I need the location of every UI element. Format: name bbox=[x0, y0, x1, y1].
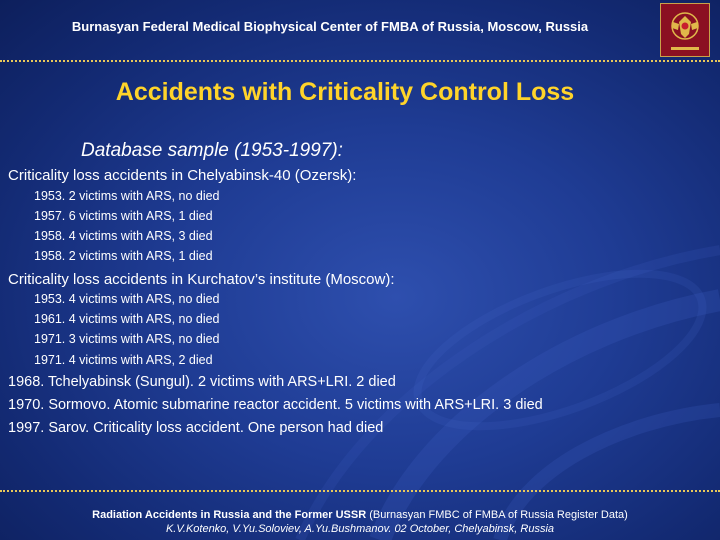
accident-line: 1968. Tchelyabinsk (Sungul). 2 victims with ARS+LRI. 2 died bbox=[8, 374, 396, 390]
accident-line: 1970. Sormovo. Atomic submarine reactor accident. 5 victims with ARS+LRI. 3 died bbox=[8, 397, 543, 413]
list-item: 1953. 2 victims with ARS, no died bbox=[34, 189, 220, 203]
header bbox=[0, 0, 720, 58]
list-item: 1971. 4 victims with ARS, 2 died bbox=[34, 353, 213, 367]
footer-source-note: (Burnasyan FMBC of FMBA of Russia Register Data) bbox=[366, 509, 628, 521]
top-divider bbox=[0, 60, 720, 62]
section-heading-kurchatov: Criticality loss accidents in Kurchatov’s institute (Moscow): bbox=[8, 271, 395, 288]
list-item: 1961. 4 victims with ARS, no died bbox=[34, 312, 220, 326]
header-org: Burnasyan Federal Medical Biophysical Center of FMBA of Russia, Moscow, Russia bbox=[71, 19, 589, 34]
coat-of-arms-icon bbox=[660, 3, 710, 57]
footer-authors: K.V.Kotenko, V.Yu.Soloviev, A.Yu.Bushmanov. 02 October, Chelyabinsk, Russia bbox=[165, 523, 555, 535]
list-item: 1971. 3 victims with ARS, no died bbox=[34, 332, 220, 346]
section-heading-chelyabinsk: Criticality loss accidents in Chelyabinsk-40 (Ozersk): bbox=[8, 167, 357, 184]
list-item: 1958. 4 victims with ARS, 3 died bbox=[34, 229, 213, 243]
list-item: 1953. 4 victims with ARS, no died bbox=[34, 292, 220, 306]
list-item: 1957. 6 victims with ARS, 1 died bbox=[34, 209, 213, 223]
page-title: Accidents with Criticality Control Loss bbox=[115, 78, 575, 106]
list-item: 1958. 2 victims with ARS, 1 died bbox=[34, 249, 213, 263]
accident-line: 1997. Sarov. Criticality loss accident. One person had died bbox=[8, 420, 384, 436]
subtitle: Database sample (1953-1997): bbox=[81, 140, 343, 161]
footer bbox=[0, 508, 720, 536]
bottom-divider bbox=[0, 490, 720, 492]
footer-source-title: Radiation Accidents in Russia and the Former USSR bbox=[92, 509, 367, 521]
footer-source bbox=[0, 508, 720, 522]
